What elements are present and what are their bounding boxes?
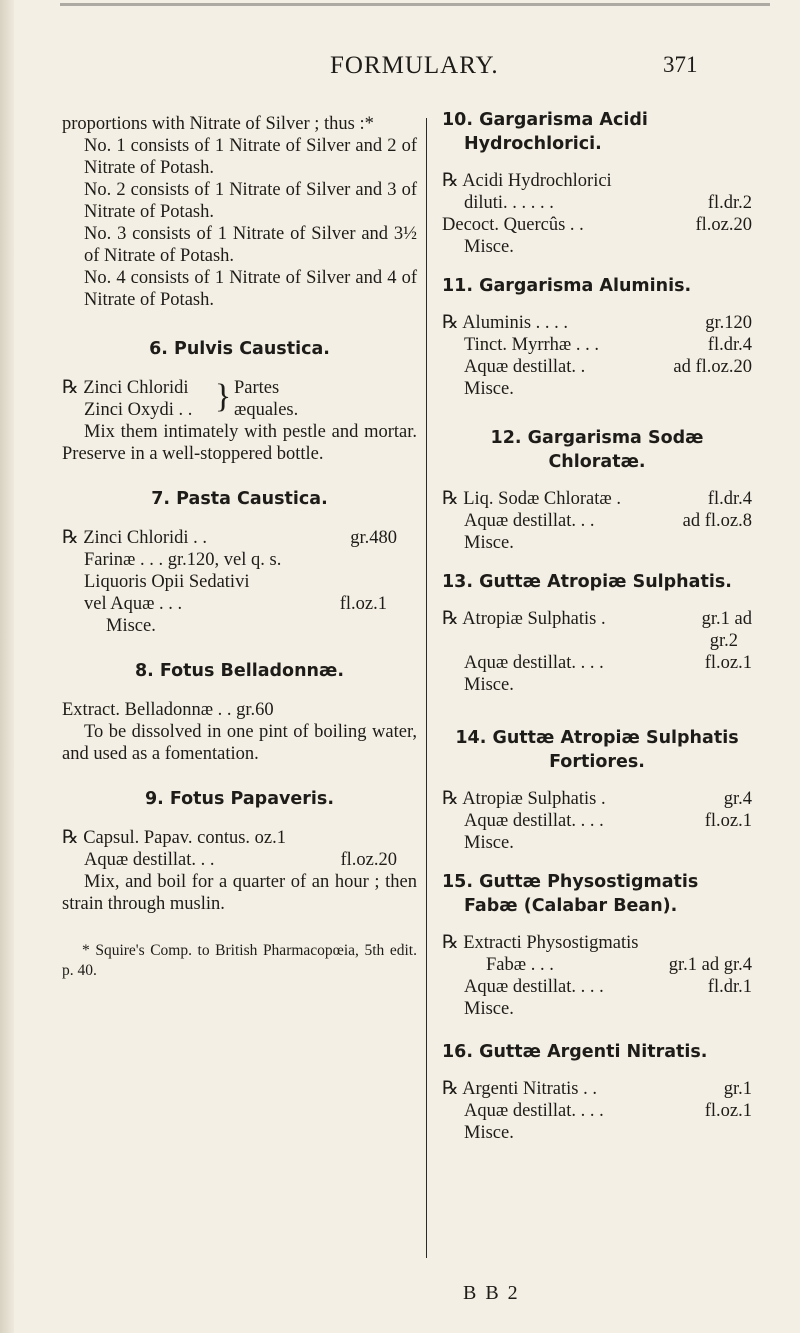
page-gutter <box>0 0 14 1333</box>
f12-line-2: Aquæ destillat. . . ad fl.oz.8 <box>464 511 752 531</box>
formula-8-title: 8. Fotus Belladonnæ. <box>135 661 344 681</box>
f8-line-1: Extract. Belladonnæ . . gr.60 <box>62 700 274 720</box>
f13-misce: Misce. <box>464 675 514 695</box>
right-column <box>442 108 752 1144</box>
intro-no2: No. 2 consists of 1 Nitrate of Silver and 3 of Nitrate of Potash. <box>84 180 417 222</box>
f10-line-3: Decoct. Quercûs . . fl.oz.20 <box>442 215 752 235</box>
formula-13-title: 13. Guttæ Atropiæ Sulphatis. <box>442 572 732 592</box>
f6-aequales: æquales. <box>234 400 299 420</box>
f7-line-1: ℞ Zinci Chloridi . . gr.480 <box>62 528 397 548</box>
f15-line-2: Fabæ . . . gr.1 ad gr.4 <box>486 955 752 975</box>
f15-misce: Misce. <box>464 999 514 1019</box>
f13-line-1b: gr.2 <box>709 631 738 651</box>
column-rule <box>426 118 427 1258</box>
page-number: 371 <box>663 52 698 77</box>
f15-line-1: ℞ Extracti Physostigmatis <box>442 933 639 953</box>
f7-line-2: Farinæ . . . gr.120, vel q. s. <box>84 550 282 570</box>
intro-no4: No. 4 consists of 1 Nitrate of Silver and 4 of Nitrate of Potash. <box>84 268 417 310</box>
f15-line-3: Aquæ destillat. . . . fl.dr.1 <box>464 977 752 997</box>
f16-line-2: Aquæ destillat. . . . fl.oz.1 <box>464 1101 752 1121</box>
f6-directions: Mix them intimately with pestle and mortar. Preserve in a well-stoppered bottle. <box>62 422 417 464</box>
f8-directions: To be dissolved in one pint of boiling water, and used as a fomentation. <box>62 722 417 764</box>
intro-no3: No. 3 consists of 1 Nitrate of Silver and 3½ of Nitrate of Potash. <box>84 224 417 266</box>
formula-16-title: 16. Guttæ Argenti Nitratis. <box>442 1042 708 1062</box>
f7-line-4: vel Aquæ . . . fl.oz.1 <box>84 594 387 614</box>
formula-6-ingredients <box>62 377 417 421</box>
formula-10-title: 10. Gargarisma Acidi Hydrochlorici. <box>442 110 648 154</box>
f13-line-1: ℞ Atropiæ Sulphatis . gr.1 ad <box>442 609 752 629</box>
running-title: FORMULARY. <box>330 52 499 79</box>
f14-line-1: ℞ Atropiæ Sulphatis . gr.4 <box>442 789 752 809</box>
f12-misce: Misce. <box>464 533 514 553</box>
f10-line-1: ℞ Acidi Hydrochlorici <box>442 171 612 191</box>
f10-misce: Misce. <box>464 237 514 257</box>
f12-line-1: ℞ Liq. Sodæ Chloratæ . fl.dr.4 <box>442 489 752 509</box>
f9-directions: Mix, and boil for a quarter of an hour ; then strain through muslin. <box>62 872 417 914</box>
footnote: * Squire's Comp. to British Pharmacopœia, 5th edit. p. 40. <box>62 942 417 979</box>
f16-line-1: ℞ Argenti Nitratis . . gr.1 <box>442 1079 752 1099</box>
f14-misce: Misce. <box>464 833 514 853</box>
f14-line-2: Aquæ destillat. . . . fl.oz.1 <box>464 811 752 831</box>
f11-line-2: Tinct. Myrrhæ . . . fl.dr.4 <box>464 335 752 355</box>
formula-6-title: 6. Pulvis Caustica. <box>149 339 330 359</box>
f16-misce: Misce. <box>464 1123 514 1143</box>
f6-line-2: Zinci Oxydi . . <box>84 400 193 420</box>
f13-line-2: Aquæ destillat. . . . fl.oz.1 <box>464 653 752 673</box>
f7-misce: Misce. <box>106 616 156 636</box>
f7-line-3: Liquoris Opii Sedativi <box>84 572 250 592</box>
signature-mark: B B 2 <box>463 1282 520 1304</box>
formula-14-title: 14. Guttæ Atropiæ Sulphatis Fortiores. <box>455 728 739 772</box>
f9-line-1: ℞ Capsul. Papav. contus. oz.1 <box>62 828 286 848</box>
left-column <box>62 113 417 981</box>
intro-line: proportions with Nitrate of Silver ; thus :* <box>62 114 374 134</box>
f9-line-2: Aquæ destillat. . . fl.oz.20 <box>84 850 397 870</box>
f10-line-2: diluti. . . . . . fl.dr.2 <box>464 193 752 213</box>
formula-7-title: 7. Pasta Caustica. <box>151 489 328 509</box>
brace-icon: } <box>214 378 232 415</box>
f11-line-3: Aquæ destillat. . ad fl.oz.20 <box>464 357 752 377</box>
f6-partes: Partes <box>234 378 280 398</box>
f11-misce: Misce. <box>464 379 514 399</box>
formula-9-title: 9. Fotus Papaveris. <box>145 789 334 809</box>
formula-11-title: 11. Gargarisma Aluminis. <box>442 276 692 296</box>
f6-line-1: ℞ Zinci Chloridi <box>62 378 189 398</box>
intro-no1: No. 1 consists of 1 Nitrate of Silver and 2 of Nitrate of Potash. <box>84 136 417 178</box>
formula-15-title: 15. Guttæ Physostigmatis Fabæ (Calabar Bean). <box>442 872 699 916</box>
f11-line-1: ℞ Aluminis . . . . gr.120 <box>442 313 752 333</box>
formula-12-title: 12. Gargarisma Sodæ Chloratæ. <box>490 428 704 472</box>
top-edge-rule <box>60 3 770 6</box>
